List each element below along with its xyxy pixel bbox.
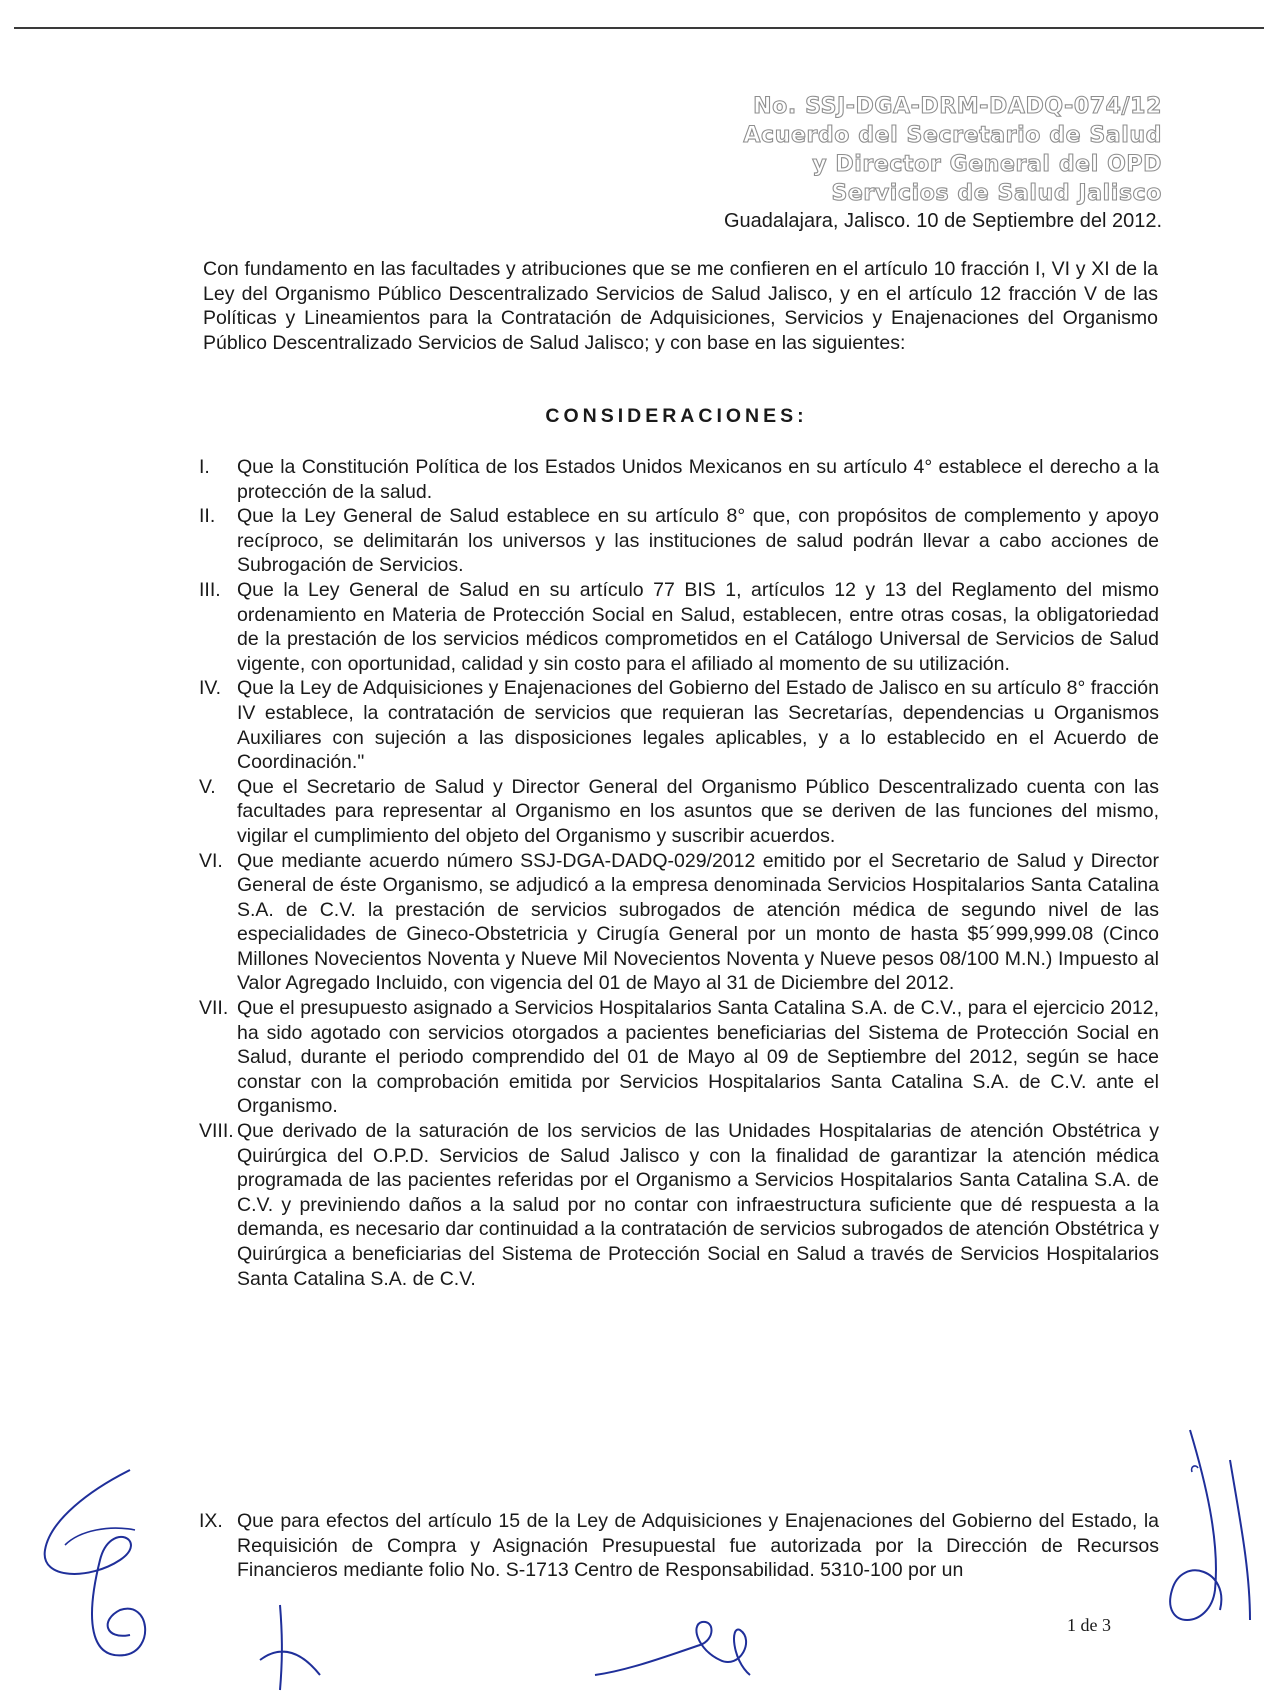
list-item	[199, 578, 1159, 676]
dateline: Guadalajara, Jalisco. 10 de Septiembre del 2012.	[723, 210, 1162, 232]
item-number: VII.	[199, 997, 229, 1020]
list-item	[199, 1509, 1159, 1583]
header-line-3: Servicios de Salud Jalisco	[831, 181, 1162, 206]
item-number: VIII.	[199, 1120, 234, 1143]
item-text: Que el presupuesto asignado a Servicios Hospitalarios Santa Catalina S.A. de C.V., para el ejercicio 2012, ha sido agotado con servicios otorgados a pacientes beneficiarias del Sistema de Protección Social en Salud, durante el periodo comprendido del 01 de Mayo al 09 de Septiembre del 2012, según se hace constar con la comprobación emitida por Servicios Hospitalarios Santa Catalina S.A. de C.V. ante el Organismo.	[237, 997, 1159, 1118]
item-text: Que mediante acuerdo número SSJ-DGA-DADQ-029/2012 emitido por el Secretario de Salud y Director General de éste Organismo, se adjudicó a la empresa denominada Servicios Hospitalarios Santa Catalina S.A. de C.V. la prestación de servicios subrogados de atención médica de segundo nivel de las especialidades de Gineco-Obstetricia y Cirugía General por un monto de hasta $5´999,999.08 (Cinco Millones Novecientos Noventa y Nueve Mil Novecientos Noventa y Nueve pesos 08/100 M.N.) Impuesto al Valor Agregado Incluido, con vigencia del 01 de Mayo al 31 de Diciembre del 2012.	[237, 849, 1159, 995]
item-number: III.	[199, 578, 221, 601]
left-signature-icon	[30, 1460, 170, 1670]
right-signature-icon	[1150, 1420, 1270, 1650]
considerations-list-continued	[199, 1509, 1159, 1583]
page-number: 1 de 3	[1067, 1615, 1111, 1635]
initial-mark-icon	[250, 1600, 330, 1700]
item-text: Que derivado de la saturación de los servicios de las Unidades Hospitalarias de atención Obstétrica y Quirúrgica del O.P.D. Servicios de Salud Jalisco y con la finalidad de garantizar la atención médica programada de las pacientes referidas por el Organismo a Servicios Hospitalarios Santa Catalina S.A. de C.V. y previniendo daños a la salud por no contar con infraestructura suficiente que dé respuesta a la demanda, es necesario dar continuidad a la contratación de servicios subrogados de atención Obstétrica y Quirúrgica a beneficiarias del Sistema de Protección Social en Salud a través de Servicios Hospitalarios Santa Catalina S.A. de C.V.	[237, 1120, 1159, 1290]
list-item	[199, 455, 1159, 504]
item-number: II.	[199, 505, 216, 528]
intro-paragraph: Con fundamento en las facultades y atribuciones que se me confieren en el artículo 10 fracción I, VI y XI de la Ley del Organismo Público Descentralizado Servicios de Salud Jalisco, y en el artículo 12 fracción V de las Políticas y Lineamientos para la Contratación de Adquisiciones, Servicios y Enajenaciones del Organismo Público Descentralizado Servicios de Salud Jalisco; y con base en las siguientes:	[203, 258, 1158, 354]
considerations-list	[199, 455, 1159, 1291]
item-text: Que la Constitución Política de los Estados Unidos Mexicanos en su artículo 4° establece el derecho a la protección de la salud.	[237, 456, 1159, 503]
header-line-2: y Director General del OPD	[812, 152, 1162, 177]
document-number: No. SSJ-DGA-DRM-DADQ-074/12	[753, 94, 1162, 119]
center-signature-icon	[590, 1600, 790, 1690]
list-item	[199, 504, 1159, 578]
header-line-1: Acuerdo del Secretario de Salud	[743, 123, 1162, 148]
item-text: Que la Ley General de Salud en su artículo 77 BIS 1, artículos 12 y 13 del Reglamento del mismo ordenamiento en Materia de Protección Social en Salud, establecen, entre otras cosas, la obligatoriedad de la prestación de los servicios médicos comprometidos en el Catálogo Universal de Servicios de Salud vigente, con oportunidad, calidad y sin costo para el afiliado al momento de su utilización.	[237, 578, 1159, 675]
item-text: Que el Secretario de Salud y Director General del Organismo Público Descentralizado cuenta con las facultades para representar al Organismo en los asuntos que se deriven de las funciones del mismo, vigilar el cumplimiento del objeto del Organismo y suscribir acuerdos.	[237, 775, 1159, 847]
document-header	[724, 92, 1162, 234]
section-title: CONSIDERACIONES:	[545, 405, 808, 427]
item-number: IV.	[199, 677, 222, 700]
list-item	[199, 996, 1159, 1119]
item-text: Que la Ley de Adquisiciones y Enajenaciones del Gobierno del Estado de Jalisco en su artículo 8° fracción IV establece, la contratación de servicios que requieran las Secretarías, dependencias u Organismos Auxiliares con sujeción a las disposiciones legales aplicables, y a lo establecido en el Acuerdo de Coordinación."	[237, 677, 1159, 774]
item-text: Que para efectos del artículo 15 de la Ley de Adquisiciones y Enajenaciones del Gobierno del Estado, la Requisición de Compra y Asignación Presupuestal fue autorizada por la Dirección de Recursos Financieros mediante folio No. S-1713 Centro de Responsabilidad. 5310-100 por un	[237, 1510, 1159, 1582]
list-item	[199, 1119, 1159, 1291]
list-item	[199, 676, 1159, 774]
item-number: V.	[199, 775, 216, 798]
item-text: Que la Ley General de Salud establece en su artículo 8° que, con propósitos de complemento y apoyo recíproco, se delimitarán los universos y las instituciones de salud podrán llevar a cabo acciones de Subrogación de Servicios.	[237, 505, 1159, 577]
top-rule	[14, 27, 1264, 29]
list-item	[199, 775, 1159, 849]
item-number: I.	[199, 456, 210, 478]
item-number: IX.	[199, 1510, 223, 1532]
list-item	[199, 849, 1159, 997]
item-number: VI.	[199, 849, 223, 872]
